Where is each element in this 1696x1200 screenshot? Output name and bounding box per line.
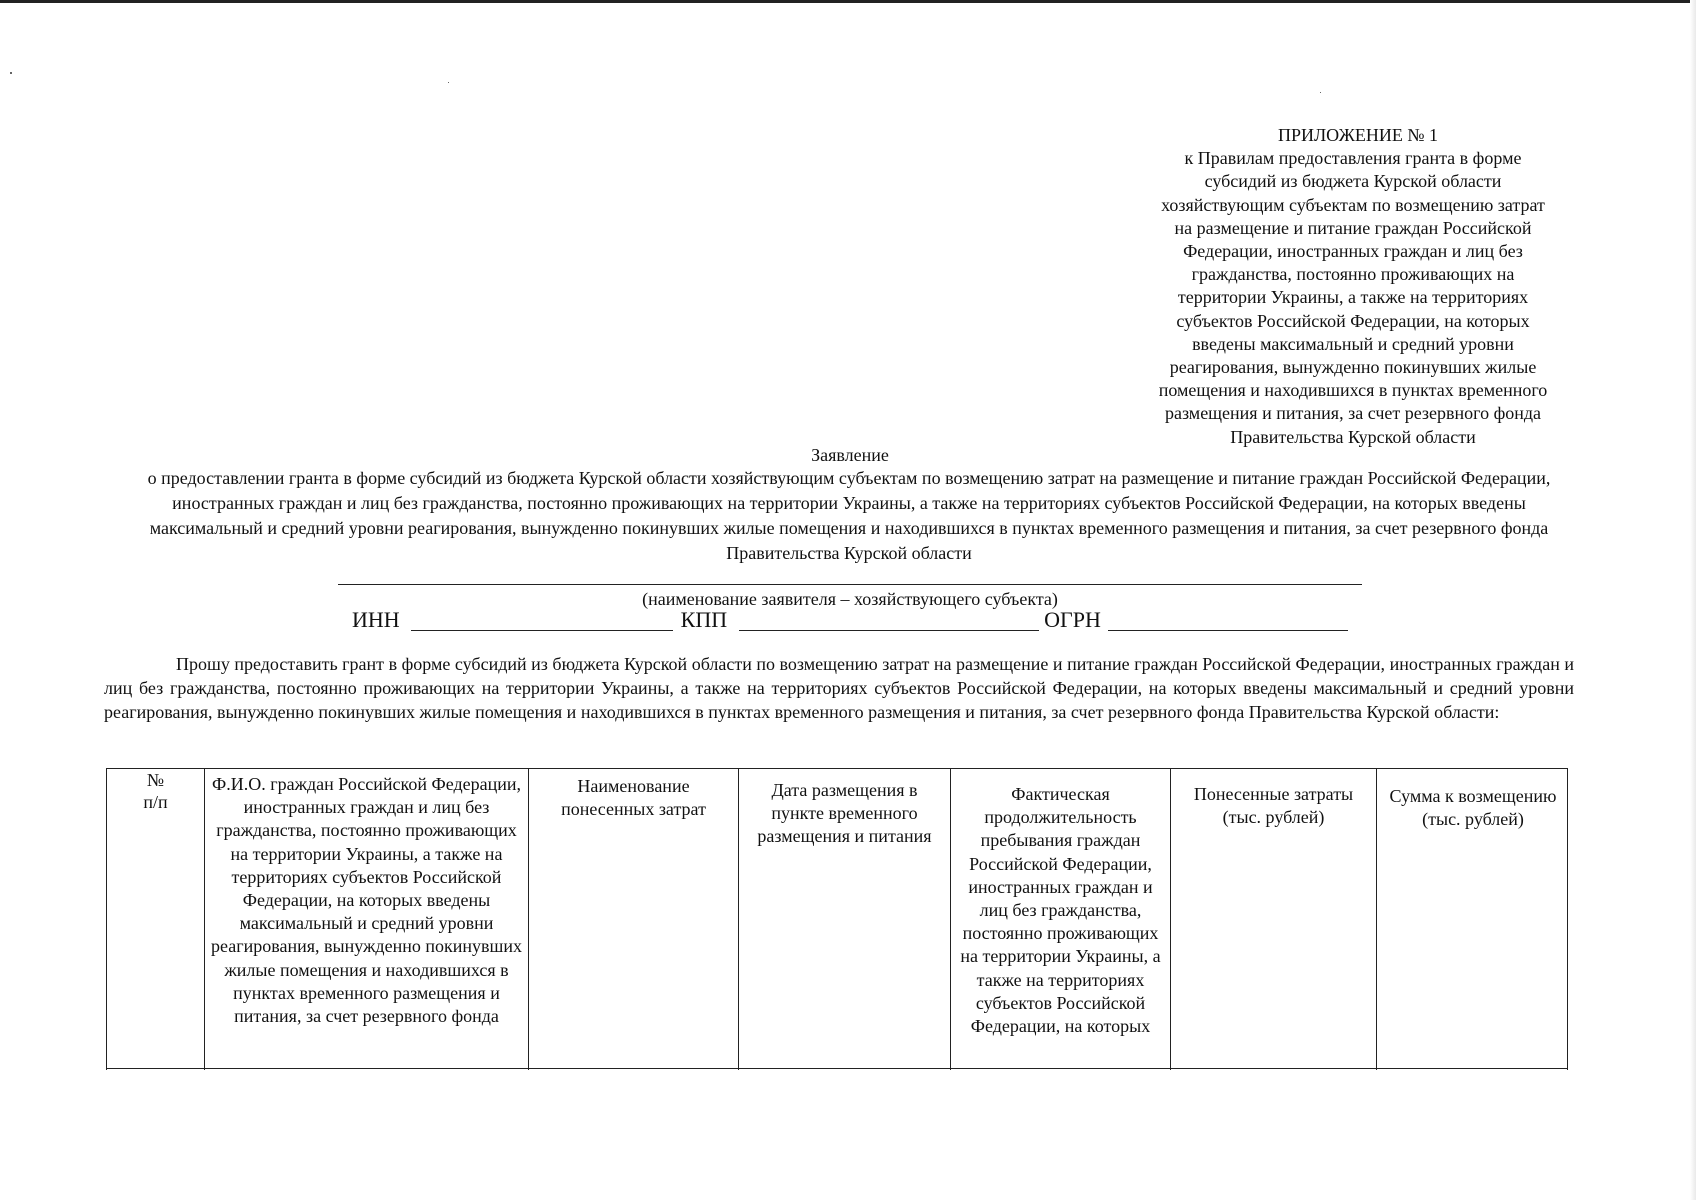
applicant-name-line[interactable] — [338, 584, 1362, 585]
header-cost-name: Наименование понесенных затрат — [561, 776, 706, 820]
scan-edge-top — [0, 0, 1696, 3]
table-header-cell — [1377, 769, 1569, 1070]
scan-speck — [10, 72, 12, 74]
header-placement-date: Дата размещения в пункте временного размещения и питания — [757, 780, 932, 847]
statement-subtitle: о предоставлении гранта в форме субсидий из бюджета Курской области хозяйствующим субъектам по возмещению затрат на размещение и питание граждан Российской Федерации, иностранных граждан и лиц без гражданства, постоянно проживающих на территории Украины, а также на территориях субъектов Российской Федерации, на которых введены максимальный и средний уровни реагирования, вынужденно покинувших жилые помещения и находившихся в пунктах временного размещения и питания, за счет резервного фонда Правительства Курской области — [147, 468, 1551, 563]
inn-label: ИНН — [352, 607, 400, 632]
ogrn-label: ОГРН — [1044, 607, 1101, 632]
kpp-label: КПП — [680, 607, 728, 632]
table-header-cell — [739, 769, 951, 1070]
header-full-name: Ф.И.О. граждан Российской Федерации, иностранных граждан и лиц без гражданства, постоянно проживающих на территории Украины, а также на территориях субъектов Российской Федерации, на которых введены максимальный и средний уровни реагирования, вынужденно покинувших жилые помещения и находившихся в пунктах временного размещения и питания, за счет резервного фонда — [211, 774, 522, 1027]
grant-table — [106, 768, 1568, 1070]
table-header-cell — [107, 769, 205, 1070]
statement-title: Заявление — [811, 445, 889, 465]
appendix-title: ПРИЛОЖЕНИЕ № 1 — [1277, 125, 1439, 145]
table-header-cell — [529, 769, 739, 1070]
table-header-cell — [1171, 769, 1377, 1070]
header-reimbursement-sum: Сумма к возмещению (тыс. рублей) — [1389, 786, 1557, 830]
header-number: № п/п — [143, 770, 168, 812]
inn-field[interactable] — [411, 608, 673, 631]
scan-speck — [1320, 92, 1321, 93]
scan-edge-right — [1690, 0, 1696, 1200]
request-paragraph: Прошу предоставить грант в форме субсидий из бюджета Курской области по возмещению затрат на размещение и питание граждан Российской Федерации, иностранных граждан и лиц без гражданства, постоянно проживающих на территории Украины, а также на территориях субъектов Российской Федерации, на которых введены максимальный и средний уровни реагирования, вынужденно покинувших жилые помещения и находившихся в пунктах временного размещения и питания, за счет резервного фонда Правительства Курской области: — [104, 654, 1574, 722]
table-bottom-border — [106, 1068, 1568, 1069]
ogrn-field[interactable] — [1108, 608, 1348, 631]
kpp-field[interactable] — [739, 608, 1039, 631]
applicant-ids-row — [352, 606, 1348, 634]
table-header-cell — [205, 769, 529, 1070]
header-incurred-costs: Понесенные затраты (тыс. рублей) — [1193, 784, 1354, 828]
applicant-name-caption: (наименование заявителя – хозяйствующего субъекта) — [642, 589, 1058, 609]
scan-speck — [448, 82, 449, 83]
appendix-body: к Правилам предоставления гранта в форме субсидий из бюджета Курской области хозяйствующим субъектам по возмещению затрат на размещение и питание граждан Российской Федерации, иностранных граждан и лиц без гражданства, постоянно проживающих на территории Украины, а также на территориях субъектов Российской Федерации, на которых введены максимальный и средний уровни реагирования, вынужденно покинувших жилые помещения и находившихся в пунктах временного размещения и питания, за счет резервного фонда Правительства Курской области — [1158, 148, 1548, 447]
table-header-cell — [951, 769, 1171, 1070]
appendix-block — [1118, 124, 1588, 449]
header-stay-duration: Фактическая продолжительность пребывания граждан Российской Федерации, иностранных граждан и лиц без гражданства, постоянно проживающих на территории Украины, а также на территориях субъектов Российской Федерации, на которых — [960, 784, 1161, 1037]
